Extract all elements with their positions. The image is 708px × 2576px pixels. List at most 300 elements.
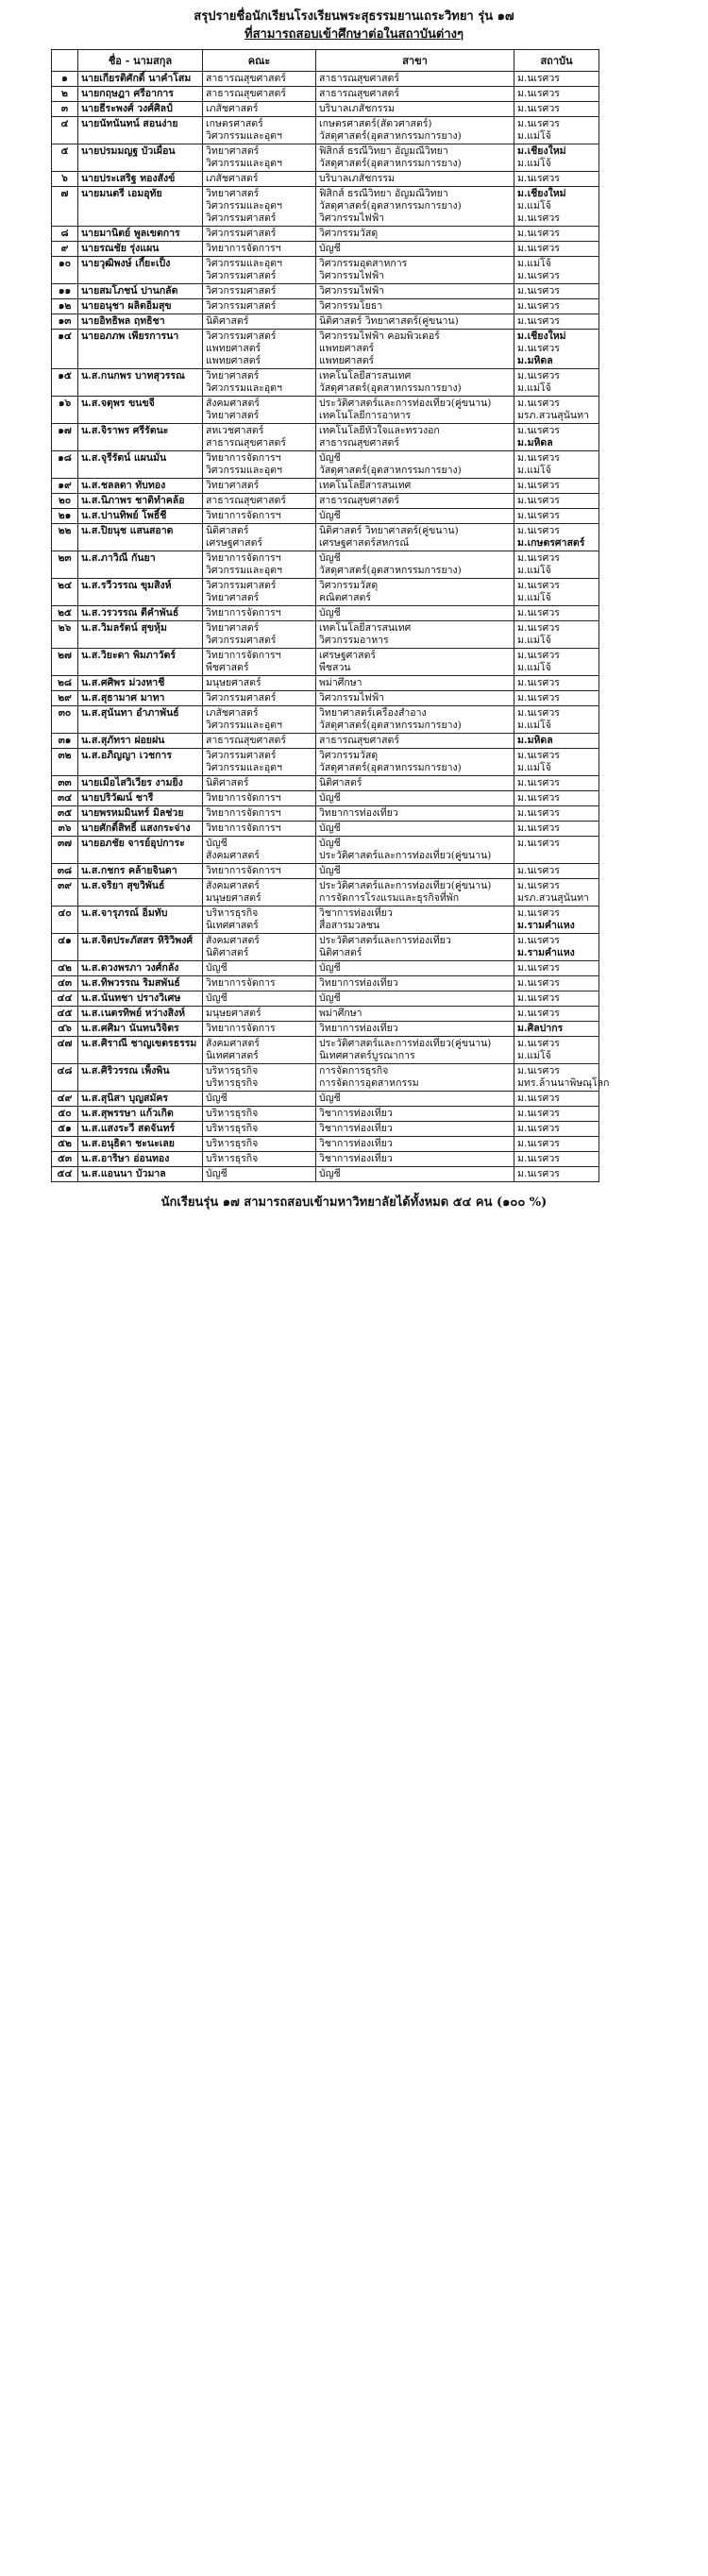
major-cell-line: วิศวกรรมอาหาร [319, 635, 389, 646]
row-number: ๓๐ [52, 706, 78, 734]
faculty-cell-line: วิทยาการจัดการฯ [206, 243, 281, 254]
faculty-cell-line: วิทยาศาสตร์ [206, 622, 260, 634]
institution-cell-line: ม.รามคำแหง [517, 947, 575, 958]
institution-cell-line: ม.นเรศวร [517, 118, 560, 129]
major-cell [316, 257, 514, 284]
major-cell [316, 242, 514, 257]
faculty-cell-line: วิทยาการจัดการฯ [206, 607, 281, 619]
row-number: ๑๙ [52, 479, 78, 494]
institution-cell [514, 606, 599, 621]
student-name: น.ส.รวีวรรณ ขุมสิงห์ [78, 579, 203, 606]
major-cell-line: พม่าศึกษา [319, 677, 362, 688]
table-row [52, 961, 599, 976]
student-name: น.ส.วิยะดา พิมภาวัตร์ [78, 649, 203, 676]
table-row [52, 991, 599, 1007]
results-table [51, 49, 610, 1182]
table-row [52, 791, 599, 806]
faculty-cell [203, 1022, 316, 1037]
institution-cell [514, 551, 599, 579]
institution-cell-line: ม.เชียงใหม่ [517, 145, 566, 157]
table-row [52, 187, 599, 227]
table-body [52, 72, 610, 1182]
faculty-cell [203, 934, 316, 961]
institution-cell [514, 879, 599, 907]
student-name: น.ส.ปานทิพย์ โพธิ์ชี [78, 509, 203, 524]
faculty-cell [203, 606, 316, 621]
institution-cell-line: มทร.ล้านนาพิษณุโลก [517, 1077, 610, 1089]
row-number: ๓ [52, 102, 78, 117]
student-name: น.ส.ศิราณี ชาญเขตรธรรม [78, 1037, 203, 1064]
faculty-cell [203, 494, 316, 509]
page-title: สรุปรายชื่อนักเรียนโรงเรียนพระสุธรรมยานเถระวิทยา รุ่น ๑๗ [194, 9, 514, 24]
faculty-cell-line: วิศวกรรมศาสตร์ [206, 228, 277, 239]
major-cell-line: สาธารณสุขศาสตร์ [319, 88, 400, 99]
institution-cell-line: ม.นเรศวร [517, 103, 560, 114]
institution-cell [514, 1037, 599, 1064]
student-name: น.ส.สุพรรษา แก้วเกิด [78, 1107, 203, 1122]
row-number: ๒๓ [52, 551, 78, 579]
faculty-cell [203, 187, 316, 227]
institution-cell [514, 451, 599, 479]
student-name: น.ส.จิตประภัสสร หิริวิพงศ์ [78, 934, 203, 961]
student-name: น.ส.อนุธิดา ชะนะเลย [78, 1137, 203, 1152]
institution-cell [514, 1022, 599, 1037]
row-number: ๔๑ [52, 934, 78, 961]
student-name: น.ส.วิมลรัตน์ สุขหุ้ม [78, 621, 203, 649]
row-number: ๑ [52, 72, 78, 87]
major-cell-line: เทคโนโลยีหัวใจและทรวงอก [319, 425, 440, 436]
table-row [52, 879, 599, 907]
institution-cell [514, 706, 599, 734]
major-cell [316, 397, 514, 424]
faculty-cell-line: วิศวกรรมและอุตฯ [206, 158, 282, 169]
major-cell [316, 1152, 514, 1167]
row-number: ๔๐ [52, 907, 78, 934]
major-cell-line: วิศวกรรมวัสดุ [319, 750, 379, 761]
institution-cell [514, 494, 599, 509]
table-row [52, 621, 599, 649]
faculty-cell-line: วิทยาศาสตร์ [206, 592, 260, 603]
major-cell [316, 117, 514, 144]
major-cell [316, 1137, 514, 1152]
faculty-cell-line: วิศวกรรมศาสตร์ [206, 270, 277, 281]
header-major: สาขา [316, 50, 514, 72]
table-row [52, 242, 599, 257]
student-name: น.ส.กชกร คล้ายจินดา [78, 864, 203, 879]
faculty-cell-line: วิศวกรรมศาสตร์ [206, 285, 277, 297]
faculty-cell-line: สาธารณสุขศาสตร์ [206, 735, 287, 746]
major-cell [316, 1122, 514, 1137]
faculty-cell-line: บัญชี [206, 962, 228, 974]
row-number: ๒๖ [52, 621, 78, 649]
institution-cell-line: ม.นเรศวร [517, 792, 560, 804]
major-cell [316, 621, 514, 649]
faculty-cell [203, 649, 316, 676]
faculty-cell-line: สาธารณสุขศาสตร์ [206, 73, 287, 84]
student-name: นายเมือไสวิเวียร งามยิ่ง [78, 776, 203, 791]
row-number: ๑๖ [52, 397, 78, 424]
institution-cell [514, 791, 599, 806]
row-number: ๕๒ [52, 1137, 78, 1152]
major-cell-line: วิชาการท่องเที่ยว [319, 1123, 393, 1134]
faculty-cell [203, 907, 316, 934]
row-number: ๖ [52, 172, 78, 187]
institution-cell-line: ม.นเรศวร [517, 1108, 560, 1119]
institution-cell-line: ม.นเรศวร [517, 1138, 560, 1149]
major-cell [316, 1107, 514, 1122]
institution-cell-line: ม.นเรศวร [517, 935, 560, 946]
faculty-cell-line: วิทยาศาสตร์ [206, 370, 260, 381]
institution-cell-line: ม.นเรศวร [517, 838, 560, 849]
faculty-cell-line: วิทยาการจัดการฯ [206, 510, 281, 521]
row-number: ๙ [52, 242, 78, 257]
major-cell [316, 649, 514, 676]
major-cell [316, 144, 514, 172]
major-cell-line: ฟิสิกส์ ธรณีวิทยา อัญมณีวิทยา [319, 145, 448, 157]
student-name: น.ส.ศศิมา นันทนวิจิตร [78, 1022, 203, 1037]
row-number: ๒๙ [52, 691, 78, 706]
faculty-cell [203, 1122, 316, 1137]
faculty-cell-line: วิทยาศาสตร์ [206, 188, 260, 199]
institution-cell-line: ม.นเรศวร [517, 398, 560, 409]
institution-cell-line: ม.เชียงใหม่ [517, 330, 566, 342]
major-cell [316, 187, 514, 227]
institution-cell [514, 424, 599, 451]
student-name: น.ส.นิภาพร ชาติทำคล้อ [78, 494, 203, 509]
table-row [52, 1122, 599, 1137]
major-cell [316, 314, 514, 330]
institution-cell-line: ม.นเรศวร [517, 480, 560, 491]
faculty-cell-line: นิติศาสตร์ [206, 315, 249, 327]
institution-cell-line: ม.นเรศวร [517, 607, 560, 619]
institution-cell-line: ม.นเรศวร [517, 300, 560, 312]
institution-cell [514, 734, 599, 749]
table-row [52, 1152, 599, 1167]
major-cell [316, 579, 514, 606]
faculty-cell [203, 369, 316, 397]
institution-cell-line: ม.นเรศวร [517, 1153, 560, 1164]
institution-cell [514, 509, 599, 524]
major-cell-line: วัสดุศาสตร์(อุตสาหกรรมการยาง) [319, 130, 462, 142]
table-row [52, 749, 599, 776]
major-cell-line: วิศวกรรมวัสดุ [319, 228, 379, 239]
institution-cell [514, 1064, 610, 1092]
faculty-cell-line: เภสัชศาสตร์ [206, 173, 259, 184]
student-name: นายอิทธิพล ฤทธิชา [78, 314, 203, 330]
institution-cell [514, 1167, 599, 1182]
faculty-cell-line: วิทยาการจัดการฯ [206, 807, 281, 819]
major-cell-line: วัสดุศาสตร์(อุตสาหกรรมการยาง) [319, 720, 462, 731]
major-cell-line: นิติศาสตร์ [319, 947, 362, 958]
faculty-cell-line: บริหารธุรกิจ [206, 1138, 259, 1149]
row-number: ๑๓ [52, 314, 78, 330]
major-cell [316, 299, 514, 314]
major-cell [316, 706, 514, 734]
row-number: ๓๒ [52, 749, 78, 776]
institution-cell-line: ม.นเรศวร [517, 707, 560, 719]
table-header-row [52, 50, 599, 72]
student-name: น.ส.นันทชา ปรางวิเศษ [78, 991, 203, 1007]
table-row [52, 509, 599, 524]
row-number: ๒๐ [52, 494, 78, 509]
major-cell [316, 424, 514, 451]
student-name: น.ส.สุนันทา อำภาพันธ์ [78, 706, 203, 734]
major-cell [316, 72, 514, 87]
faculty-cell [203, 791, 316, 806]
institution-cell-line: ม.แม่โจ้ [517, 592, 551, 603]
institution-cell-line: ม.นเรศวร [517, 88, 560, 99]
student-name: น.ส.สุภัทรา ฝอยฝน [78, 734, 203, 749]
institution-cell-line: ม.นเรศวร [517, 622, 560, 634]
row-number: ๕๐ [52, 1107, 78, 1122]
institution-cell-line: ม.นเรศวร [517, 1123, 560, 1134]
faculty-cell-line: มนุษยศาสตร์ [206, 892, 261, 904]
faculty-cell-line: วิศวกรรมศาสตร์ [206, 580, 277, 591]
row-number: ๒๗ [52, 649, 78, 676]
faculty-cell [203, 1152, 316, 1167]
faculty-cell [203, 144, 316, 172]
table-row [52, 1022, 599, 1037]
faculty-cell-line: สาธารณสุขศาสตร์ [206, 88, 287, 99]
faculty-cell-line: นิติศาสตร์ [206, 947, 249, 958]
row-number: ๓๑ [52, 734, 78, 749]
student-name: นายกฤษฎา ศรีอาการ [78, 87, 203, 102]
faculty-cell-line: วิศวกรรมและอุตฯ [206, 200, 282, 212]
major-cell [316, 1092, 514, 1107]
major-cell [316, 806, 514, 822]
faculty-cell-line: วิศวกรรมศาสตร์ [206, 300, 277, 312]
faculty-cell-line: สาธารณสุขศาสตร์ [206, 437, 287, 449]
institution-cell [514, 749, 599, 776]
institution-cell-line: ม.นเรศวร [517, 880, 560, 891]
institution-cell [514, 1007, 599, 1022]
institution-cell-line: ม.นเรศวร [517, 285, 560, 297]
institution-cell-line: ม.นเรศวร [517, 452, 560, 464]
institution-cell-line: ม.นเรศวร [517, 343, 560, 354]
table-row [52, 1064, 599, 1092]
major-cell-line: ประวัติศาสตร์และการท่องเที่ยว(คู่ขนาน) [319, 850, 492, 861]
major-cell [316, 227, 514, 242]
major-cell [316, 791, 514, 806]
institution-cell-line: ม.แม่โจ้ [517, 158, 551, 169]
faculty-cell-line: บัญชี [206, 1093, 228, 1104]
major-cell-line: บัญชี [319, 792, 341, 804]
row-number: ๔๒ [52, 961, 78, 976]
major-cell-line: วิศวกรรมไฟฟ้า [319, 270, 385, 281]
faculty-cell [203, 284, 316, 299]
institution-cell [514, 524, 599, 551]
major-cell [316, 837, 514, 864]
row-number: ๕๓ [52, 1152, 78, 1167]
faculty-cell [203, 706, 316, 734]
institution-cell-line: ม.นเรศวร [517, 552, 560, 564]
table-row [52, 369, 599, 397]
major-cell-line: สาธารณสุขศาสตร์ [319, 437, 400, 449]
institution-cell-line: มรภ.สวนสุนันทา [517, 410, 589, 421]
table-row [52, 1092, 599, 1107]
faculty-cell-line: วิทยาการจัดการ [206, 1023, 276, 1034]
faculty-cell [203, 424, 316, 451]
institution-cell-line: ม.นเรศวร [517, 1008, 560, 1019]
major-cell-line: วิทยาการท่องเที่ยว [319, 1023, 398, 1034]
institution-cell-line: ม.แม่โจ้ [517, 662, 551, 673]
institution-cell-line: ม.เกษตรศาสตร์ [517, 537, 585, 549]
faculty-cell-line: วิทยาการจัดการฯ [206, 552, 281, 564]
major-cell-line: นิติศาสตร์ [319, 777, 362, 788]
table-row [52, 776, 599, 791]
row-number: ๓๕ [52, 806, 78, 822]
student-name: น.ส.จริยา สุขวิพันธ์ [78, 879, 203, 907]
row-number: ๒๘ [52, 676, 78, 691]
institution-cell-line: ม.นเรศวร [517, 370, 560, 381]
major-cell-line: บัญชี [319, 1093, 341, 1104]
institution-cell [514, 87, 599, 102]
major-cell [316, 172, 514, 187]
table-row [52, 864, 599, 879]
major-cell-line: บัญชี [319, 552, 341, 564]
major-cell-line: บัญชี [319, 607, 341, 619]
major-cell [316, 524, 514, 551]
faculty-cell-line: เภสัชศาสตร์ [206, 707, 259, 719]
major-cell-line: เศรษฐศาสตร์ [319, 650, 377, 661]
major-cell-line: วัสดุศาสตร์(อุตสาหกรรมการยาง) [319, 158, 462, 169]
faculty-cell [203, 1107, 316, 1122]
table-row [52, 1137, 599, 1152]
faculty-cell [203, 397, 316, 424]
faculty-cell-line: วิศวกรรมและอุตฯ [206, 762, 282, 773]
student-name: นายศักดิ์สิทธิ์ แสงกระจ่าง [78, 822, 203, 837]
institution-cell [514, 172, 599, 187]
institution-cell [514, 369, 599, 397]
row-number: ๑๔ [52, 330, 78, 369]
table-row [52, 706, 599, 734]
faculty-cell-line: วิศวกรรมและอุตฯ [206, 382, 282, 394]
institution-cell-line: ม.มหิดล [517, 355, 553, 366]
major-cell [316, 1037, 514, 1064]
student-name: น.ส.ศิริวรรณ เพ็งพิน [78, 1064, 203, 1092]
faculty-cell-line: วิทยาการจัดการฯ [206, 452, 281, 464]
student-name: นายสมโภชน์ ปานกลัด [78, 284, 203, 299]
row-number: ๓๖ [52, 822, 78, 837]
institution-cell [514, 1137, 599, 1152]
row-number: ๑๑ [52, 284, 78, 299]
faculty-cell [203, 72, 316, 87]
student-name: นายวุฒิพงษ์ เกี้ยะเป็ง [78, 257, 203, 284]
faculty-cell-line: วิทยาศาสตร์ [206, 480, 260, 491]
table-row [52, 734, 599, 749]
institution-cell-line: ม.รามคำแหง [517, 920, 575, 931]
faculty-cell-line: วิทยาการจัดการฯ [206, 822, 281, 834]
faculty-cell-line: เภสัชศาสตร์ [206, 103, 259, 114]
faculty-cell [203, 509, 316, 524]
major-cell-line: การจัดการธุรกิจ [319, 1065, 389, 1076]
row-number: ๓๔ [52, 791, 78, 806]
row-number: ๒๒ [52, 524, 78, 551]
major-cell-line: บัญชี [319, 243, 341, 254]
table-row [52, 649, 599, 676]
row-number: ๕๔ [52, 1167, 78, 1182]
major-cell-line: บริบาลเภสัชกรรม [319, 173, 395, 184]
institution-cell-line: ม.นเรศวร [517, 495, 560, 506]
institution-cell [514, 621, 599, 649]
faculty-cell [203, 524, 316, 551]
institution-cell-line: ม.นเรศวร [517, 992, 560, 1004]
institution-cell-line: ม.แม่โจ้ [517, 465, 551, 476]
row-number: ๑๒ [52, 299, 78, 314]
student-name: นายอภภพ เพียรการนา [78, 330, 203, 369]
faculty-cell-line: แพทยศาสตร์ [206, 343, 261, 354]
major-cell-line: วิศวกรรมไฟฟ้า [319, 692, 385, 703]
faculty-cell [203, 837, 316, 864]
row-number: ๔๓ [52, 976, 78, 991]
student-name: นายประเสริฐ ทองสังข์ [78, 172, 203, 187]
institution-cell [514, 284, 599, 299]
major-cell [316, 864, 514, 879]
faculty-cell-line: สังคมศาสตร์ [206, 398, 260, 409]
faculty-cell [203, 1037, 316, 1064]
institution-cell [514, 242, 599, 257]
row-number: ๕๑ [52, 1122, 78, 1137]
major-cell-line: ฟิสิกส์ ธรณีวิทยา อัญมณีวิทยา [319, 188, 448, 199]
institution-cell [514, 976, 599, 991]
major-cell [316, 934, 514, 961]
table-row [52, 837, 599, 864]
table-row [52, 606, 599, 621]
student-name: น.ส.ภาวิณี กันยา [78, 551, 203, 579]
faculty-cell [203, 87, 316, 102]
row-number: ๒ [52, 87, 78, 102]
table-row [52, 907, 599, 934]
major-cell-line: ประวัติศาสตร์และการท่องเที่ยว(คู่ขนาน) [319, 1038, 492, 1049]
institution-cell-line: ม.นเรศวร [517, 692, 560, 703]
faculty-cell-line: วิทยาการจัดการฯ [206, 650, 281, 661]
institution-cell-line: ม.นเรศวร [517, 907, 560, 919]
row-number: ๓๓ [52, 776, 78, 791]
institution-cell-line: ม.แม่โจ้ [517, 200, 551, 212]
major-cell-line: การจัดการอุตสาหกรรม [319, 1077, 419, 1089]
major-cell-line: วิศวกรรมไฟฟ้า [319, 285, 385, 297]
institution-cell-line: ม.นเรศวร [517, 73, 560, 84]
faculty-cell [203, 1007, 316, 1022]
faculty-cell-line: นิเทศศาสตร์ [206, 920, 259, 931]
row-number: ๗ [52, 187, 78, 227]
table-row [52, 934, 599, 961]
faculty-cell-line: วิทยาศาสตร์ [206, 145, 260, 157]
student-name: น.ส.ศศิพร ม่วงหาชี [78, 676, 203, 691]
student-name: นายปริวัฒน์ ชารี [78, 791, 203, 806]
faculty-cell [203, 822, 316, 837]
faculty-cell [203, 676, 316, 691]
institution-cell-line: ม.แม่โจ้ [517, 382, 551, 394]
institution-cell-line: ม.นเรศวร [517, 962, 560, 974]
major-cell [316, 879, 514, 907]
major-cell [316, 961, 514, 976]
faculty-cell-line: บริหารธุรกิจ [206, 1153, 259, 1164]
institution-cell [514, 72, 599, 87]
institution-cell-line: ม.นเรศวร [517, 650, 560, 661]
major-cell-line: วัสดุศาสตร์(อุตสาหกรรมการยาง) [319, 382, 462, 394]
major-cell [316, 369, 514, 397]
table-row [52, 330, 599, 369]
major-cell-line: วิชาการท่องเที่ยว [319, 1153, 393, 1164]
major-cell-line: เทคโนโลยีสารสนเทศ [319, 480, 412, 491]
major-cell-line: เกษตรศาสตร์(สัตวศาสตร์) [319, 118, 432, 129]
institution-cell-line: ม.นเรศวร [517, 525, 560, 536]
institution-cell-line: ม.นเรศวร [517, 865, 560, 876]
institution-cell [514, 117, 599, 144]
institution-cell [514, 1122, 599, 1137]
institution-cell [514, 330, 599, 369]
